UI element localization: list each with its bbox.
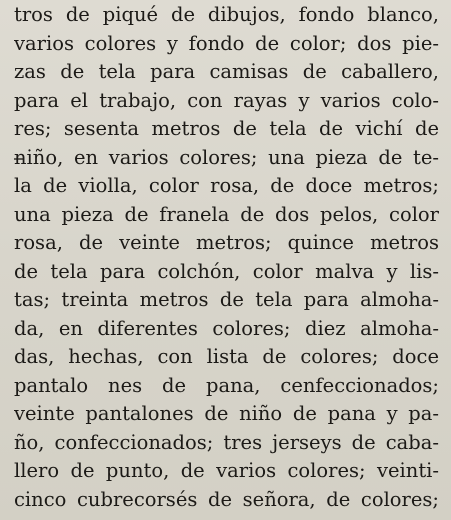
- text-line-18: cinco cubrecorsés de señora, de colores;: [14, 487, 439, 511]
- text-column: [14, 1, 439, 514]
- text-line-2: varios colores y fondo de color; dos pie-: [14, 31, 439, 55]
- text-line-15: veinte pantalones de niño de pana y pa-: [14, 402, 439, 425]
- text-line-10: de tela para colchón, color malva y lis-: [14, 259, 439, 283]
- text-line-14: pantalo nes de pana, cenfeccionados;: [14, 373, 439, 397]
- text-line-4: para el trabajo, con rayas y varios colo-: [14, 88, 439, 112]
- text-line-7: la de violla, color rosa, de doce metros;: [14, 174, 439, 197]
- text-line-9: rosa, de veinte metros; quince metros: [14, 231, 439, 254]
- text-line-11: tas; treinta metros de tela para almoha-: [14, 288, 439, 311]
- text-line-3: zas de tela para camisas de caballero,: [14, 60, 439, 83]
- text-line-12: da, en diferentes colores; diez almoha-: [14, 316, 439, 340]
- text-line-13: das, hechas, con lista de colores; doce: [14, 345, 439, 368]
- text-line-17: llero de punto, de varios colores; veinti-: [14, 459, 439, 482]
- text-line-8: una pieza de franela de dos pelos, color: [14, 202, 439, 226]
- text-line-1: tros de piqué de dibujos, fondo blanco,: [14, 3, 439, 26]
- text-line-5: res; sesenta metros de tela de vichí de: [14, 117, 439, 140]
- text-line-16: ño, confeccionados; tres jerseys de caba-: [14, 430, 439, 454]
- text-line-6: niño, en varios colores; una pieza de te-: [14, 145, 439, 169]
